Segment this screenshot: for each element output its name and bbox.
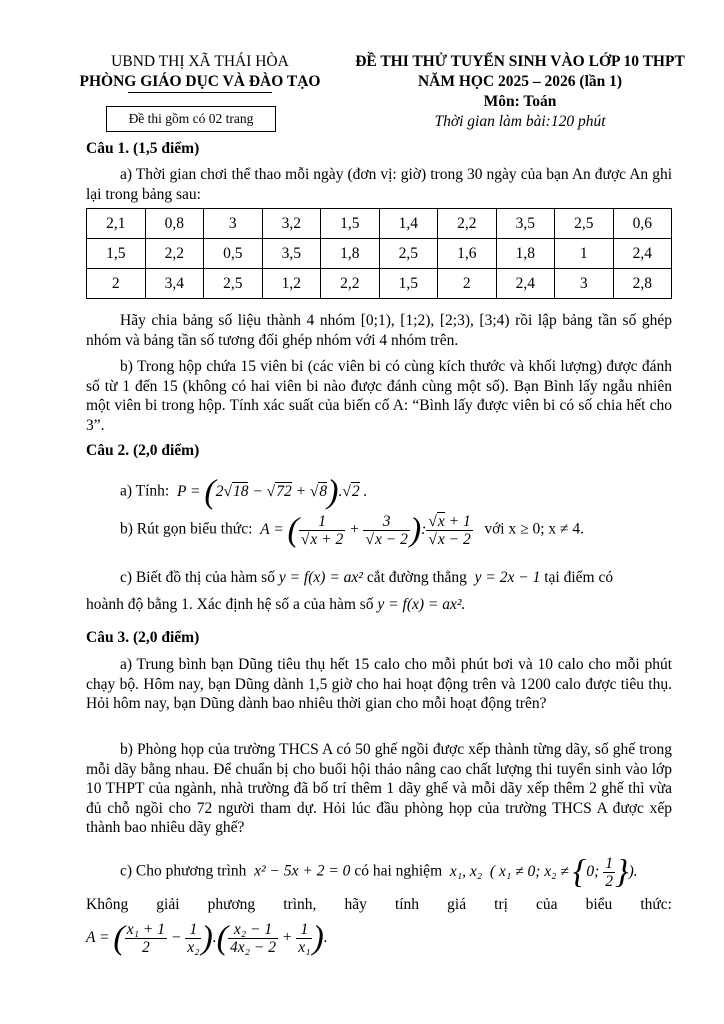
subject: Môn: Toán [483, 93, 557, 110]
q2c-text2: cắt đường thẳng [366, 569, 467, 586]
table-cell: 2,2 [145, 239, 204, 269]
q2b-formula: A = ( $\frac{1}{√x + 2}$ + $\frac{3}{√x - 2}$ ): $\frac{√x + 1}{√x - 2}$ [256, 511, 471, 548]
school-year: NĂM HỌC 2025 – 2026 (lần 1) [417, 73, 623, 90]
q1b-text: b) Trong hộp chứa 15 viên bi (các viên bi có cùng kích thước và khối lượng) được đánh số từ 1 đến 15 (không có hai viên bi nào được đánh cùng một số). Bạn Bình lấy ngẫu nhiên một viên bi trong hộp. Tính xác suất của biến cố A: “Bình lấy được viên bi có số chia hết cho 3”. [86, 358, 672, 434]
q2c-text1: c) Biết đồ thị của hàm số [120, 569, 275, 586]
table-cell: 1,4 [379, 209, 438, 239]
q3c-line2: Không giải phương trình, hãy tính giá trị của biểu thức: [86, 896, 672, 913]
table-cell: 2 [87, 269, 146, 299]
q2c-text3: tại điểm có [544, 569, 614, 586]
q2c-line2: hoành độ bằng 1. Xác định hệ số a của hàm số y = f(x) = ax². [86, 596, 466, 613]
table-cell: 2,5 [555, 209, 614, 239]
table-cell: 1,5 [379, 269, 438, 299]
table-row [87, 239, 672, 269]
table-cell: 1 [555, 239, 614, 269]
header-underline [128, 92, 272, 93]
table-cell: 3,5 [496, 209, 555, 239]
q3c-text1: c) Cho phương trình [120, 862, 247, 880]
table-cell: 3,4 [145, 269, 204, 299]
q3b-text: b) Phòng họp của trường THCS A có 50 ghế ngồi được xếp thành từng dãy, số ghế trong mỗi dãy bằng nhau. Để chuẩn bị cho buổi hội thảo nâng cao chất lượng thi tuyển sinh vào lớp 10 THPT của ngành, nhà trường đã bố trí thêm 1 dãy ghế và mỗi dãy xếp thêm 2 ghế thì vừa đủ chỗ ngồi cho 72 người tham dự. Hỏi lúc đầu phòng họp của trường THCS A được xếp thành bao nhiêu dãy ghế? [86, 741, 672, 836]
table-row [87, 269, 672, 299]
table-cell: 2 [438, 269, 497, 299]
table-cell: 1,8 [321, 239, 380, 269]
table-cell: 0,6 [613, 209, 672, 239]
q2b-line [120, 511, 584, 549]
department-name: PHÒNG GIÁO DỤC VÀ ĐÀO TẠO [79, 73, 321, 90]
table-cell: 2,4 [496, 269, 555, 299]
table-cell: 0,8 [145, 209, 204, 239]
table-cell: 2,5 [204, 269, 263, 299]
q1a-task: Hãy chia bảng số liệu thành 4 nhóm [0;1), [1;2), [2;3), [3;4) rồi lập bảng tần số ghép nhóm và bảng tần số tương đối ghép nhóm với 4 nhóm trên. [86, 312, 672, 349]
q2a-formula: P = (2√18 − √72 + √8).√2 . [173, 473, 368, 510]
table-cell: 2,4 [613, 239, 672, 269]
issuer-name: UBND THỊ XÃ THÁI HÒA [111, 53, 289, 70]
q3a-text: a) Trung bình bạn Dũng tiêu thụ hết 15 calo cho mỗi phút bơi và 10 calo cho mỗi phút chạy bộ. Hôm nay, bạn Dũng dành 1,5 giờ cho hai hoạt động trên và 1200 calo được tiêu thụ. Hỏi hôm nay, bạn Dũng dành bao nhiêu thời gian cho mỗi hoạt động trên? [86, 656, 672, 712]
exam-title: ĐỀ THI THỬ TUYỂN SINH VÀO LỚP 10 THPT [355, 53, 685, 70]
table-cell: 2,2 [438, 209, 497, 239]
question-3-title: Câu 3. (2,0 điểm) [86, 629, 200, 646]
question-2-title: Câu 2. (2,0 điểm) [86, 442, 200, 459]
q2c-line1: c) Biết đồ thị của hàm số y = f(x) = ax² cắt đường thẳng y = 2x − 1 tại điểm có [120, 569, 614, 586]
table-cell: 0,5 [204, 239, 263, 269]
table-cell: 1,5 [321, 209, 380, 239]
q3c-text2: có hai nghiệm [354, 862, 443, 880]
table-cell: 1,6 [438, 239, 497, 269]
q2b-condition: với x ≥ 0; x ≠ 4. [484, 520, 585, 538]
q3c-line1: c) Cho phương trình x² − 5x + 2 = 0 có hai nghiệm x₁, x₂ ( x₁ ≠ 0; x₂ ≠ {0; $\frac{1}{2}$ }). [120, 853, 638, 890]
table-cell: 1,8 [496, 239, 555, 269]
q2a-line [120, 473, 367, 511]
table-cell: 3 [204, 209, 263, 239]
table-cell: 1,5 [87, 239, 146, 269]
table-cell: 3,5 [262, 239, 321, 269]
table-cell: 2,2 [321, 269, 380, 299]
q2b-label: b) Rút gọn biểu thức: [120, 520, 253, 538]
duration: Thời gian làm bài:120 phút [434, 113, 606, 130]
table-cell: 3 [555, 269, 614, 299]
sports-time-table [86, 208, 672, 299]
page-count-box: Đề thi gồm có 02 trang [106, 106, 276, 132]
table-cell: 1,2 [262, 269, 321, 299]
table-cell: 3,2 [262, 209, 321, 239]
question-1-title: Câu 1. (1,5 điểm) [86, 140, 200, 157]
q2c-text4: hoành độ bằng 1. Xác định hệ số a của hàm số [86, 596, 374, 613]
q2a-label: a) Tính: [120, 482, 170, 500]
table-cell: 2,1 [87, 209, 146, 239]
q3c-expression: A = ( $\frac{\text{x₁ + 1}}{2}$ − $\frac{1}{\text{x₂}}$ ).( $\frac{\text{x₂ − 1}}{\text{4x₂ − 2}}$ + $\frac{1}{\text{x₁}}$ ). [86, 919, 328, 956]
q1a-intro: a) Thời gian chơi thể thao mỗi ngày (đơn vị: giờ) trong 30 ngày của bạn An được An ghi lại trong bảng sau: [86, 166, 672, 203]
table-cell: 2,8 [613, 269, 672, 299]
table-cell: 2,5 [379, 239, 438, 269]
table-row [87, 209, 672, 239]
